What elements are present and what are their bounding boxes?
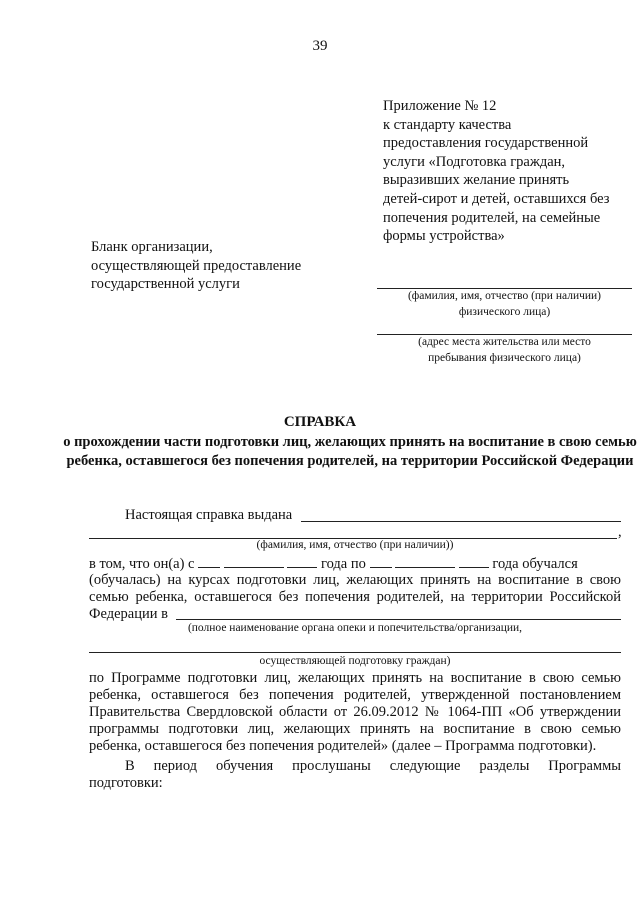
document-title: СПРАВКА	[283, 414, 357, 430]
annex-line: выразивших желание принять	[383, 172, 570, 189]
caption-line: (адрес места жительства или место	[418, 336, 591, 348]
name-caption: (фамилия, имя, отчество (при наличии))	[256, 539, 454, 551]
course-line: семью ребенка, оставшегося без попечения родителей, на территории Российской	[89, 589, 621, 605]
program-line: ребенка, оставшегося без попечения родителей, утвержденной постановлением	[89, 687, 621, 703]
program-line: Правительства Свердловской области от 26.09.2012 № 1064-ПП «Об утверждении	[89, 704, 621, 720]
issued-to-line[interactable]	[301, 521, 621, 522]
annex-line: предоставления государственной	[383, 135, 589, 152]
annex-header	[383, 97, 609, 246]
federation-in-label: Федерации в	[89, 606, 168, 622]
start-month-field[interactable]	[224, 555, 284, 568]
annex-line: формы устройства»	[383, 228, 505, 245]
document-subtitle: о прохождении части подготовки лиц, желающих принять на воспитание в свою семью ребенка, оставшегося без попечения родителей, на территории Российской Федерации	[63, 434, 637, 469]
organ-line-2[interactable]	[89, 652, 621, 653]
annex-line: детей-сирот и детей, оставшихся без	[383, 190, 610, 207]
end-year-field[interactable]	[459, 555, 489, 568]
blank-line: осуществляющей предоставление	[91, 257, 302, 274]
organ-caption-2: осуществляющей подготовку граждан)	[259, 655, 451, 667]
period-mid: года по	[321, 556, 366, 572]
recipient-address-caption	[377, 335, 632, 366]
start-year-field[interactable]	[287, 555, 317, 568]
end-day-field[interactable]	[370, 555, 392, 568]
annex-line: к стандарту качества	[383, 116, 512, 133]
blank-line: государственной услуги	[91, 276, 240, 293]
annex-line: Приложение № 12	[383, 98, 497, 114]
period-suffix: года обучался	[492, 556, 578, 572]
annex-line: услуги «Подготовка граждан,	[383, 153, 566, 170]
recipient-name-caption	[377, 289, 632, 320]
period-line	[89, 555, 578, 573]
start-day-field[interactable]	[198, 555, 220, 568]
caption-line: (фамилия, имя, отчество (при наличии)	[407, 290, 602, 302]
blank-line: Бланк организации,	[91, 239, 213, 255]
program-line: программы подготовки лиц, желающих принять на воспитание в свою семью	[89, 721, 621, 737]
issued-to-label: Настоящая справка выдана	[125, 507, 293, 523]
program-line: ребенка, оставшегося без попечения родителей» (далее – Программа подготовки).	[89, 738, 597, 754]
organization-blank	[91, 238, 301, 294]
organ-caption: (полное наименование органа опеки и попечительства/организации,	[187, 622, 523, 634]
caption-line: пребывания физического лица)	[428, 351, 581, 364]
caption-line: физического лица)	[458, 305, 551, 318]
sections-line: подготовки:	[89, 775, 163, 791]
annex-line: попечения родителей, на семейные	[383, 209, 601, 226]
program-line: по Программе подготовки лиц, желающих принять на воспитание в свою семью	[89, 670, 621, 686]
comma: ,	[618, 524, 622, 540]
organ-line[interactable]	[176, 619, 621, 620]
period-prefix: в том, что он(а) с	[89, 556, 195, 572]
sections-line: В период обучения прослушаны следующие разделы Программы	[125, 758, 621, 774]
page-number: 39	[312, 38, 328, 54]
course-line: (обучалась) на курсах подготовки лиц, желающих принять на воспитание в свою	[89, 572, 621, 588]
end-month-field[interactable]	[395, 555, 455, 568]
